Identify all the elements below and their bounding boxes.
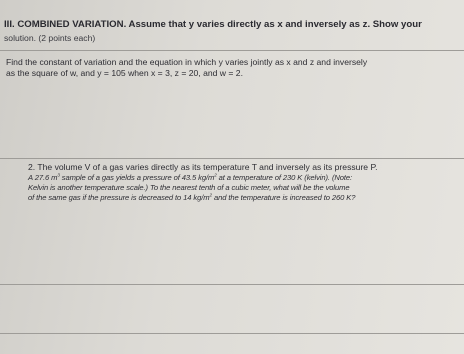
superscript: 3 — [57, 172, 60, 178]
divider-line — [0, 158, 464, 159]
section-title: COMBINED VARIATION. Assume that y varies directly as x and inversely as z. Show your — [17, 19, 422, 30]
text-fragment: sample of a gas yields a pressure of 43.5 kg/m — [59, 173, 215, 182]
text-fragment: A 27.6 m — [28, 173, 58, 182]
text-fragment: of the same gas if the pressure is decreased to 14 kg/m — [28, 193, 210, 202]
superscript: 2 — [214, 172, 217, 178]
question-2-line-1: 2. The volume V of a gas varies directly as its temperature T and inversely as its pressure P. — [28, 162, 378, 172]
question-2-line-2 — [28, 174, 352, 182]
divider-line — [0, 333, 464, 334]
question-2-line-3: Kelvin is another temperature scale.) To the nearest tenth of a cubic meter, what will be the volume — [28, 183, 350, 192]
section-subheading: solution. (2 points each) — [4, 33, 96, 43]
section-heading — [4, 20, 422, 30]
divider-line — [0, 284, 464, 285]
text-fragment: at a temperature of 230 K (kelvin). (Note: — [216, 173, 353, 182]
text-fragment: and the temperature is increased to 260 K? — [211, 193, 356, 202]
question-1-line-2: as the square of w, and y = 105 when x = 3, z = 20, and w = 2. — [6, 68, 243, 78]
divider-line — [0, 50, 464, 51]
question-1-line-1: Find the constant of variation and the equation in which y varies jointly as x and z and inversely — [6, 57, 368, 67]
section-number: III. — [4, 19, 18, 30]
question-2-line-4 — [28, 194, 355, 202]
superscript: 2 — [209, 192, 212, 198]
